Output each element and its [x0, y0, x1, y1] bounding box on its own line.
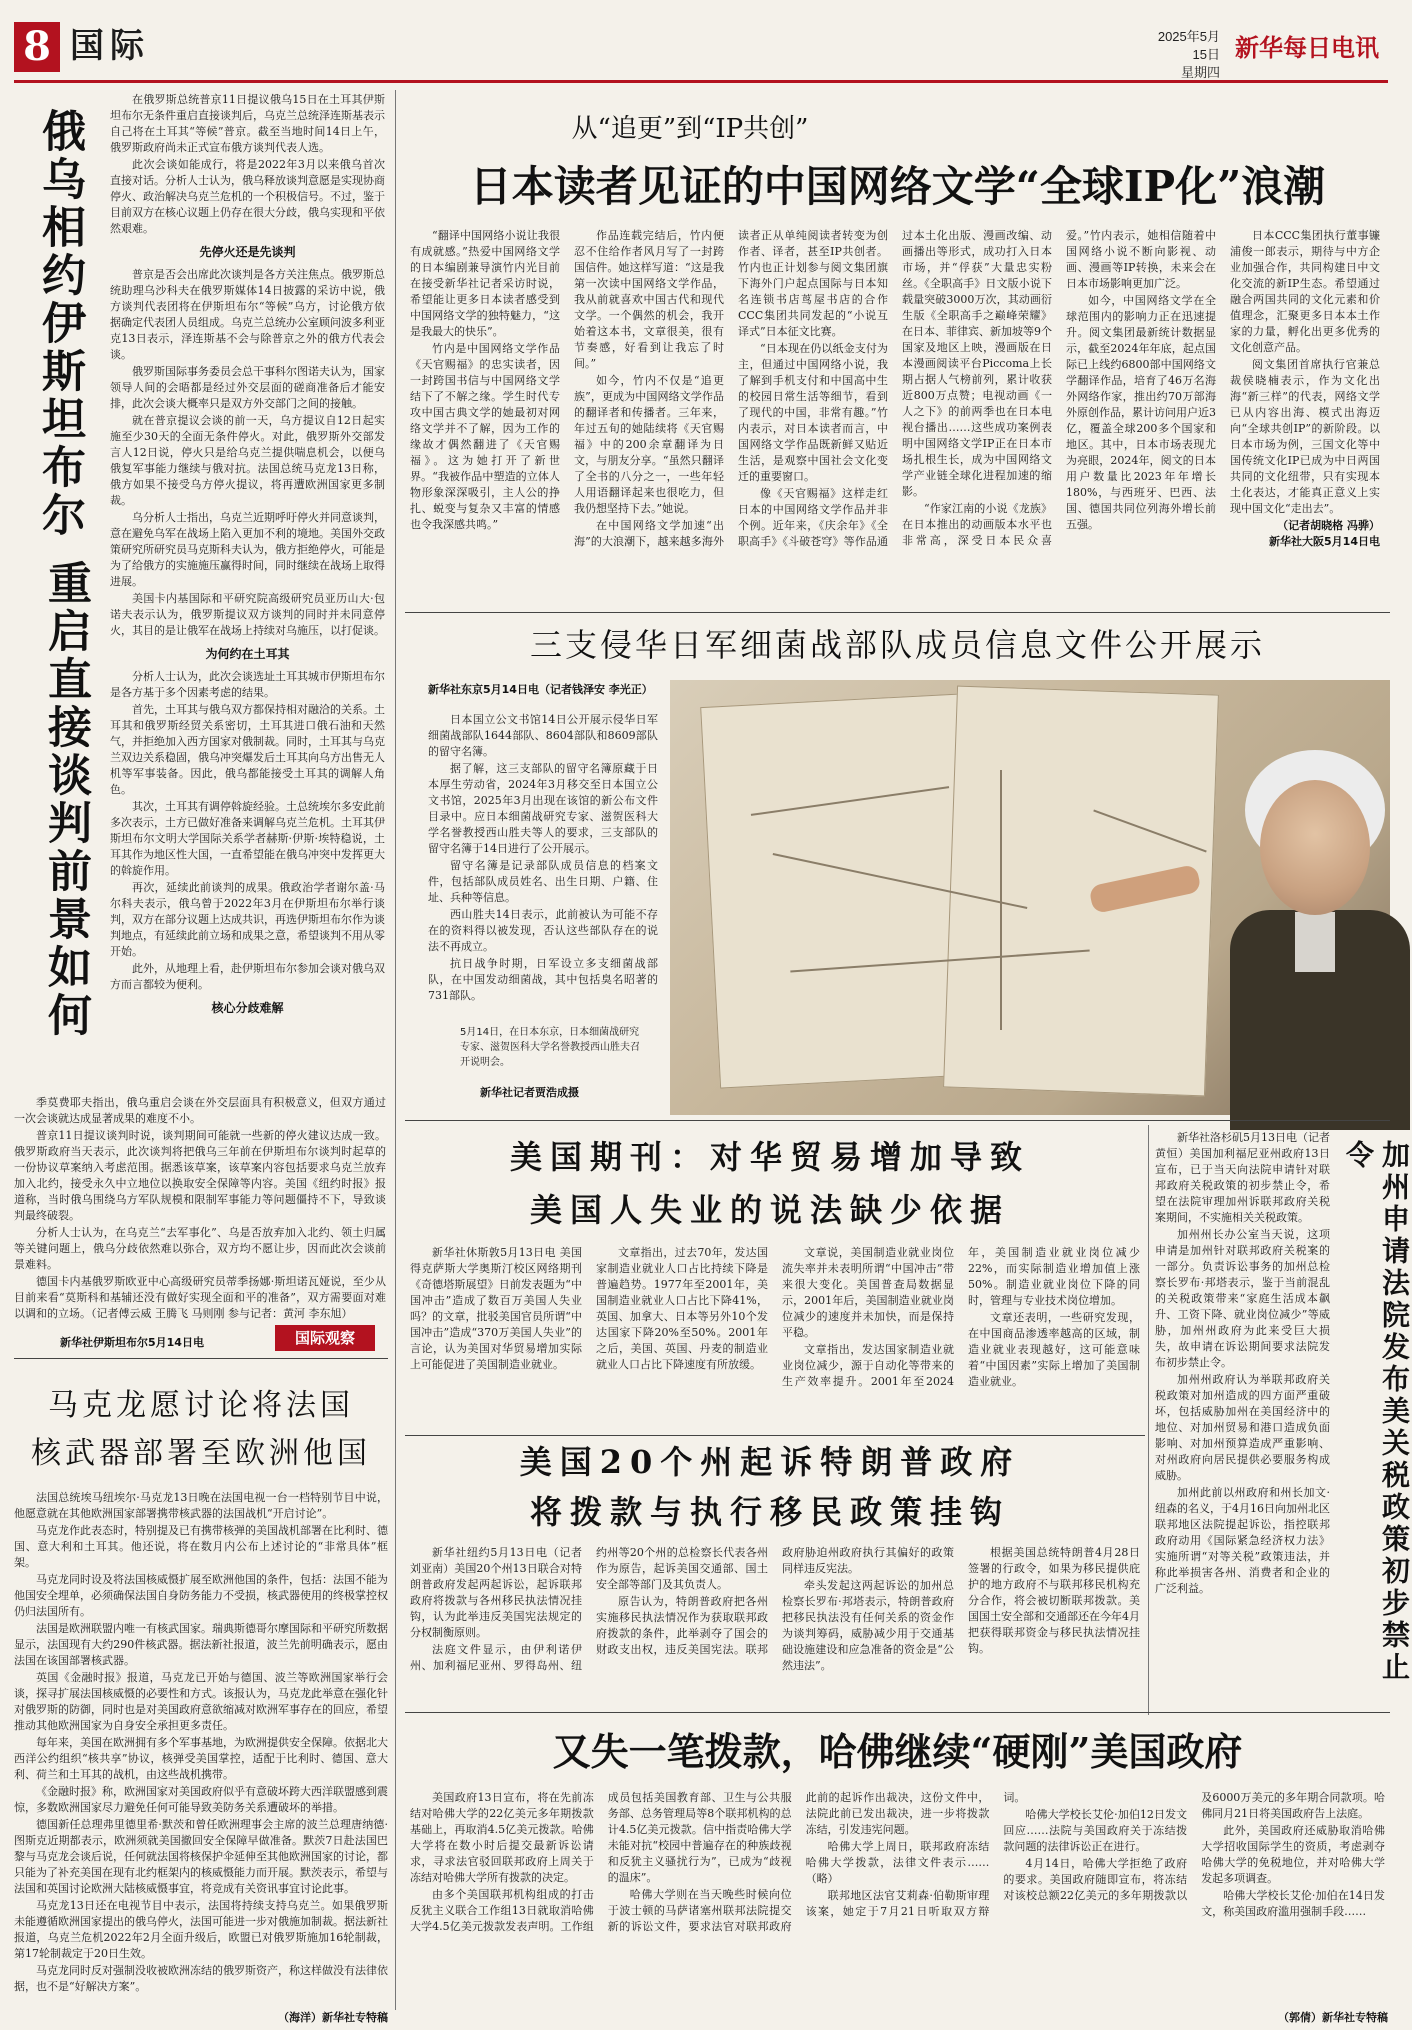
ip-credit: （记者胡晓格 冯骅）: [1277, 519, 1380, 532]
ukraine-para: 其次，土耳其有调停斡旋经验。土总统埃尔多安此前多次表示，土方已做好准备来调解乌克兰危机。土耳其伊斯坦布尔文明大学国际关系学者赫斯·伊斯·埃特稳说，土耳其作为地区性大国，一直希望能在俄乌冲突中发挥更大的斡旋作用。: [110, 800, 385, 877]
ukraine-para: 乌分析人士指出，乌克兰近期呼吁停火并同意谈判，意在避免乌军在战场上陷入更加不利的境地。美国外交政策研究所研究员马克斯科夫认为，俄方拒绝停火，可能是为了给俄方的实施施压赢得时间，同时继续在战场上取得进展。: [110, 511, 385, 588]
divider: [405, 1120, 1390, 1121]
column-badge: 国际观察: [275, 1325, 375, 1351]
ip-para: 作品连载完结后，竹内便忍不住给作者风月写了一封跨国信件。她这样写道：“这是我第一次读中国网络文学作品，我从前就喜欢中国古代和现代文学。一个偶然的机会，我开始着这本书，文章很美，很有节奏感，好看到让我忘了时间。”: [574, 229, 724, 370]
macron-headline-line1: 马克龙愿讨论将法国: [48, 1388, 354, 1423]
ip-para: 竹内是中国网络文学作品《天官赐福》的忠实读者，因一封跨国书信与中国网络文学结下了不解之缘。学生时代专攻中国古典文学的她最初对网络文学并不了解，因为工作的缘故才偶然翻进了《天官赐福》。这为她打开了新世界。“我被作品中塑造的立体人物形象深深吸引，主人公的挣扎、蜕变与复杂又丰富的情感也令我深感共鸣。”: [410, 342, 560, 531]
california-para: 加州州政府认为举联邦政府关税政策对加州造成的四方面严重破坏，包括威胁加州在美国经济中的地位、对加州贸易和港口造成负面影响、对加州预算造成严重影响、对州政府向居民提供必要服务构成威胁。: [1155, 1373, 1330, 1482]
states-para: 原告认为，特朗普政府把各州实施移民执法情况作为获取联邦政府拨款的条件，此举剥夺了国会的财政支出权，违反美国宪法。联邦政府胁迫州政府执行其偏好的政策同样违反宪法。: [596, 1546, 954, 1656]
macron-para: 每年来，美国在欧洲拥有多个军事基地，为欧洲提供安全保障。依据北大西洋公约组织“核共享”协议，核弹受美国掌控，适配于比利时、德国、意大利、荷兰和土耳其的战机，由这些战机携带。: [14, 1736, 388, 1781]
unit-para: 抗日战争时期，日军设立多支细菌战部队，在中国发动细菌战，其中包括臭名昭著的731部队。: [428, 957, 658, 1002]
ukraine-subhead-1: 先停火还是先谈判: [199, 245, 296, 259]
section-title: 国际: [70, 26, 150, 66]
ukraine-para: 普京是否会出席此次谈判是各方关注焦点。俄罗斯总统助理乌沙科夫在俄罗斯媒体14日披露的采访中说，俄方谈判代表团将在伊斯坦布尔“等候”乌方，讨论俄方依据确定代表团人员组成。乌克兰总统办公室顾问波多利亚克13日表示，泽连斯基不会与除普京之外的俄方代表会谈。: [110, 268, 385, 361]
ukraine-subhead-2: 为何约在土耳其: [205, 647, 290, 661]
macron-headline-line2: 核武器部署至欧洲他国: [31, 1436, 371, 1471]
states-headline-line1: 美国20个州起诉特朗普政府: [519, 1443, 1021, 1481]
document-sheet: [700, 693, 982, 1088]
divider: [405, 1435, 1145, 1436]
ukraine-para: 在俄罗斯总统普京11日提议俄乌15日在土耳其伊斯坦布尔无条件重启直接谈判后，乌克兰总统泽连斯基表示自己将在土耳其“等候”普京。截至当地时间14日上午，俄罗斯政府尚未正式宣布俄方谈判代表人选。: [110, 93, 385, 154]
macron-credit: （海洋）新华社专特稿: [278, 2011, 388, 2024]
macron-body: [14, 1490, 388, 2010]
ukraine-para: 再次，延续此前谈判的成果。俄政治学者谢尔盖·马尔科夫表示，俄乌曾于2022年3月在伊斯坦布尔举行谈判，双方在部分议题上达成共识，再选伊斯坦布尔作为谈判地点，有延续此前立场和成果之意，希望谈判不用从零开始。: [110, 881, 385, 958]
presenter-head: [1260, 780, 1370, 915]
macron-para: 法国是欧洲联盟内唯一有核武国家。瑞典斯德哥尔摩国际和平研究所数据显示，法国现有大约290件核武器。据法新社报道，波兰先前明确表示，愿由法国在该国部署核武器。: [14, 1622, 388, 1667]
ukraine-body-column: [110, 92, 385, 1092]
ukraine-para: 季莫费耶夫指出，俄乌重启会谈在外交层面具有积极意义，但双方通过一次会谈就达成显著成果的难度不小。: [14, 1096, 386, 1125]
column-divider: [395, 90, 396, 2010]
unit-para: 留守名簿是记录部队成员信息的档案文件，包括部队成员姓名、出生日期、户籍、住址、兵种等信息。: [428, 859, 658, 904]
unit-para: 据了解，这三支部队的留守名簿原藏于日本厚生劳动省，2024年3月移交至日本国立公文书馆，2025年3月出现在该馆的新公布文件目录中。应日本细菌战研究专家、滋贺医科大学名誉教授西山胜夫等人的要求，三支部队的留守名簿于14日进行了公开展示。: [428, 762, 658, 855]
ukraine-headline-line2: 重启直接谈判前景如何: [40, 560, 91, 1040]
california-headline: 加州申请法院发布美关税政策初步禁止令: [1342, 1140, 1411, 1684]
ip-para: 阅文集团首席执行官兼总裁侯晓楠表示，作为文化出海“新三样”的代表，网络文学已从内容出海、模式出海迈向“全球共创IP”的新阶段。以日本市场为例，三国文化等中国传统文化IP已成为中日两国共同的文化纽带，只有实现本土化表达，才能真正意义上实现中国文化“走出去”。: [1230, 358, 1380, 515]
ukraine-headline-line1: 俄乌相约伊斯坦布尔: [34, 108, 85, 540]
california-body: [1155, 1130, 1330, 1710]
macron-para: 《金融时报》称，欧洲国家对美国政府似乎有意破坏跨大西洋联盟感到震惊，多数欧洲国家尽力避免任何可能导致美防务关系遭破坏的举措。: [14, 1785, 388, 1814]
ukraine-para: 普京11日提议谈判时说，谈判期间可能就一些新的停火建议达成一致。俄罗斯政府当天表示，此次谈判将把俄乌三年前在伊斯坦布尔谈判时起草的一份协议草案纳入考虑范围。据悉该草案，该草案内容包括要求乌克兰放弃加入北约，接受永久中立地位以换取安全保障等内容。美国《纽约时报》报道称，当时俄乌围绕乌方军队规模和限制军事能力等问题僵持不下，导致谈判最终破裂。: [14, 1129, 386, 1222]
macron-para: 马克龙同时反对强制没收被欧洲冻结的俄罗斯资产，称这样做没有法律依据，也不是“好解决方案”。: [14, 1964, 388, 1993]
ip-kicker: 从“追更”到“IP共创”: [571, 114, 809, 144]
harvard-para: 由多个美国联邦机构组成的打击反犹主义联合工作组13日就取消哈佛大学4.5亿美元拨款发表声明。工作组成员包括美国教育部、卫生与公共服务部、总务管理局等8个联邦机构的总计4.5亿美元拨款。信中指责哈佛大学未能对抗“校园中普遍存在的种族歧视和反犹主义骚扰行为”，已成为“歧视的温床”。: [410, 1791, 792, 1933]
ip-para: 在中国网络文学加速“出海”的大浪潮下，越来越多海外读者正从单纯阅读者转变为创作者、译者，甚至IP共创者。竹内也正计划参与阅文集团旗下海外门户起点国际与日本知名连锁书店茑屋书店的合作CCC集团共同发起的“小说互译式”日本征文比赛。: [574, 229, 888, 548]
presenter-collar: [1295, 912, 1335, 972]
ip-para: 如今，竹内不仅是“追更族”，更成为中国网络文学作品的翻译者和传播者。三年来，年过五旬的她陆续将《天官赐福》中的200余章翻译为日文，与朋友分享。“虽然只翻译了全书的八分之一，一些年轻人用语翻译起来也很吃力，但我仍想坚持下去。”她说。: [574, 374, 724, 515]
ip-para: 像《天官赐福》这样走红日本的中国网络文学作品并非个例。近年来，《庆余年》《全职高手》《斗破苍穹》等作品通过本土化出版、漫画改编、动画播出等形式，成功打入日本市场，并“俘获”大量忠实粉丝。《全职高手》日文版小说下载量突破3000万次，其动画衍生版《全职高手之巅峰荣耀》在日本、菲律宾、新加坡等9个国家及地区上映，漫画版在日本漫画阅读平台Piccoma上长期占据人气榜前列，累计收获近800万点赞；电视动画《一人之下》的前两季也在日本电视台播出……这些成功案例表明中国网络文学IP正在日本市场扎根生长，成为中国网络文学产业链全球化进程加速的缩影。: [738, 229, 1052, 548]
ukraine-para: 分析人士认为，此次会谈选址土耳其城市伊斯坦布尔是各方基于多个因素考虑的结果。: [110, 670, 385, 699]
ip-para: 如今，中国网络文学在全球范围内的影响力正在迅速提升。阅文集团最新统计数据显示，截至2024年年底，起点国际已上线约6800部中国网络文学翻译作品，培育了46万名海外网络作家，推出约70万部海外原创作品，累计访问用户近3亿，覆盖全球200多个国家和地区。其中，日本市场表现尤为亮眼，2024年，阅文的日本用户数量比2023年年增长180%，与西班牙、巴西、法国、德国共同位列海外增长前五强。: [1066, 294, 1216, 531]
macron-para: 马克龙13日还在电视节目中表示，法国将持续支持乌克兰。如果俄罗斯未能遵循欧洲国家提出的俄乌停火，法国可能进一步对俄施加制裁。据法新社报道，乌克兰危机2022年2月全面升级后，欧盟已对俄罗斯施加16轮制裁，第17轮制裁定于20日生效。: [14, 1899, 388, 1960]
unit-byline: 新华社东京5月14日电（记者钱泽安 李光正）: [428, 683, 653, 696]
page-number: 8: [14, 22, 60, 72]
divider: [405, 1712, 1390, 1713]
issue-date: [1150, 28, 1220, 82]
unit-headline: 三支侵华日军细菌战部队成员信息文件公开展示: [529, 626, 1265, 664]
trade-para: 文章说，美国制造业就业岗位流失率并未表明所谓“中国冲击”带来很大变化。美国普查局数据显示，2001年后，美国制造业就业岗位减少的速度并未加快，而是保持平稳。: [782, 1246, 954, 1339]
harvard-para: 联邦地区法官艾莉森·伯勒斯审理该案，她定于7月21日听取双方辩词。: [805, 1791, 1026, 1918]
ukraine-para: 就在普京提议会谈的前一天，乌方提议自12日起实施至少30天的全面无条件停火。对此，俄罗斯外交部发言人12日说，停火只是给乌克兰提供喘息机会，以便乌俄复军事能力继续与俄对抗。法国总统马克龙13日称，俄方如果不接受乌方停火提议，将再遭欧洲国家更多制裁。: [110, 414, 385, 507]
news-photo: [670, 680, 1390, 1115]
ukraine-para: 分析人士认为，在乌克兰“去军事化”、乌是否放弃加入北约、领土归属等关键问题上，俄乌分歧依然难以弥合，双方均不愿让步，因而此次会谈前景难料。: [14, 1226, 386, 1271]
ukraine-para: 此次会谈如能成行，将是2022年3月以来俄乌首次直接对话。分析人士认为，俄乌释放谈判意愿是实现协商停火、政治解决乌克兰危机的一个积极信号。不过，鉴于目前双方在核心议题上仍存在很大分歧，俄乌实现和平依然艰难。: [110, 158, 385, 235]
date-text: 2025年5月15日: [1157, 29, 1220, 62]
ip-para: “作家江南的小说《龙族》在日本推出的动画版本水平也非常高，深受日本民众喜爱。”竹内表示，她相信随着中国网络小说不断向影视、动画、漫画等IP转换，未来会在日本市场影响更加广泛。: [902, 229, 1216, 547]
macron-para: 法国总统埃马纽埃尔·马克龙13日晚在法国电视一台一档特别节目中说，他愿意就在其他欧洲国家部署携带核武器的法国战机“开启讨论”。: [14, 1491, 388, 1520]
states-para: 根据美国总统特朗普4月28日签署的行政令，如果为移民提供庇护的地方政府不与联邦移民机构充分合作，将会被切断联邦拨款。美国国土安全部和交通部还在今年4月把获得联邦资金与移民执法情况挂钩。: [968, 1546, 1140, 1655]
ukraine-subhead-3: 核心分歧难解: [211, 1001, 284, 1015]
trade-para: 文章指出，发达国家制造业就业岗位减少，源于自动化等带来的生产效率提升。2001年至2024年，美国制造业就业岗位减少22%，而实际制造业增加值上涨50%。制造业就业岗位下降的同时，管理与专业技术岗位增加。: [782, 1246, 1140, 1388]
map-line: [1000, 770, 1002, 1030]
states-para: 新华社纽约5月13日电（记者刘亚南）美国20个州13日联合对特朗普政府发起两起诉讼，起诉联邦政府将拨款与各州移民执法情况挂钩，认为此举违反美国宪法规定的分权制衡原则。: [410, 1546, 582, 1639]
ip-para: “日本现在仍以纸金支付为主，但通过中国网络小说，我了解到手机支付和中国高中生的校园日常生活等细节，看到了现代的中国，非常有趣。”竹内表示，对日本读者而言，中国网络文学作品既新鲜又贴近生活，是观察中国社会文化变迁的重要窗口。: [738, 342, 888, 483]
ukraine-para: 德国卡内基俄罗斯欧亚中心高级研究员蒂季扬娜·斯坦诺瓦娅说，至少从目前来看“莫斯科和基辅还没有做好实现全面和平的准备”，双方需要面对难以调和的立场。（记者傅云威 王腾飞 马则刚 参与记者：黄河 李东旭）: [14, 1275, 386, 1320]
unit-para: 日本国立公文书馆14日公开展示侵华日军细菌战部队1644部队、8604部队和8609部队的留守名簿。: [428, 713, 658, 758]
ukraine-para: 首先，土耳其与俄乌双方都保持相对融洽的关系。土耳其和俄罗斯经贸关系密切，土耳其进口俄石油和天然气，并拒绝加入西方国家对俄制裁。同时，土耳其与乌克兰双边关系稳固，俄乌冲突爆发后土耳其向乌方出售无人机等军事装备。因此，俄乌都能接受土耳其的调解人角色。: [110, 703, 385, 796]
harvard-para: 此外，美国政府还威胁取消哈佛大学招收国际学生的资质，考虑剥夺哈佛大学的免税地位，并对哈佛大学发起多项调查。: [1201, 1824, 1385, 1885]
harvard-para: 美国政府13日宣布，将在先前冻结对哈佛大学的22亿美元多年期拨款基础上，再取消4.5亿美元拨款。哈佛大学将在数小时后提交最新诉讼请求，寻求法官驳回联邦政府上周关于冻结对哈佛大学所有拨款的决定。: [410, 1791, 594, 1884]
ukraine-para: 俄罗斯国际事务委员会总干事科尔图诺夫认为，国家领导人间的会晤都是经过外交层面的磋商准备后才能安排，此次会谈大概率只是双方外交部门之间的接触。: [110, 365, 385, 410]
ukraine-body-bottom: [14, 1095, 386, 1335]
california-para: 加州此前以州政府和州长加文·纽森的名义，于4月16日向加州北区联邦地区法院提起诉讼，指控联邦政府动用《国际紧急经济权力法》实施所谓“对等关税”政策违法，并称此举损害各州、消费者和企业的广泛利益。: [1155, 1486, 1330, 1595]
photo-credit: 新华社记者贾浩成摄: [480, 1086, 579, 1099]
trade-headline-line1: 美国期刊：对华贸易增加导致: [509, 1138, 1030, 1176]
brand-logo: 新华每日电讯: [1235, 33, 1379, 62]
unit-para: 西山胜夫14日表示，此前被认为可能不存在的资料得以被发现，否认这些部队存在的说法不再成立。: [428, 908, 658, 953]
masthead-rule: [14, 80, 1388, 83]
california-para: 加州州长办公室当天说，这项申请是加州针对联邦政府关税案的一部分。负责诉讼事务的加州总检察长罗布·邦塔表示，鉴于当前混乱的关税政策带来“家庭生活成本飙升、工资下降、就业岗位减少”等威胁，加州州政府为此来受巨大损失，故申请在诉讼期间要求法院发布初步禁止令。: [1155, 1228, 1330, 1369]
california-para: 新华社洛杉矶5月13日电（记者黄恒）美国加利福尼亚州政府13日宣布，已于当天向法院申请针对联邦政府关税政策的初步禁止令，希望在法院审理加州诉联邦政府关税案期间，不实施相关关税政策。: [1155, 1131, 1330, 1224]
states-headline-line2: 将拨款与执行移民政策挂钩: [529, 1493, 1010, 1531]
states-body: [410, 1545, 1140, 1705]
harvard-para: 哈佛大学校长艾伦·加伯12日发文回应……法院与美国政府关于冻结拨款问题的法律诉讼正在进行。: [1003, 1808, 1188, 1853]
ukraine-dateline: 新华社伊斯坦布尔5月14日电: [60, 1336, 204, 1349]
harvard-para: 哈佛大学上周日，联邦政府冻结哈佛大学拨款，法律文件表示……（略）: [805, 1840, 990, 1885]
divider: [405, 612, 1390, 613]
unit-body: [428, 712, 658, 1032]
harvard-para: 哈佛大学校长艾伦·加伯在14日发文，称美国政府滥用强制手段……: [1201, 1889, 1385, 1918]
ip-para: “翻译中国网络小说让我很有成就感。”热爱中国网络文学的日本编剧兼导演竹内光目前在接受新华社记者采访时说，希望能让更多日本读者感受到中国网络文学的独特魅力，“这是我最大的快乐”。: [410, 229, 560, 338]
macron-para: 英国《金融时报》报道，马克龙已开始与德国、波兰等欧洲国家举行会谈，探寻扩展法国核威慑的必要性和方式。该报认为，马克龙此举意在强化针对俄罗斯的防御，同时也是对美国政府意欲缩减对欧洲军事存在的回应，希望推动其他欧洲国家为自身安全承担更多责任。: [14, 1671, 388, 1732]
trade-para: 文章还表明，一些研究发现，在中国商品渗透率越高的区域，制造业就业表现越好，这可能意味着“中国因素”实际上增加了美国制造业就业。: [968, 1311, 1140, 1388]
column-divider: [1148, 1125, 1149, 1715]
macron-para: 马克龙作此表态时，特别提及已有携带核弹的美国战机部署在比利时、德国、意大利和土耳其。他还说，将在数月内公布上述讨论的“非常具体”框架。: [14, 1524, 388, 1569]
harvard-credit: （郭倩）新华社专特稿: [1278, 2011, 1388, 2024]
ip-body: [410, 228, 1380, 608]
harvard-para: 哈佛大学则在当天晚些时候向位于波士顿的马萨诸塞州联邦法院提交新的诉讼文件，要求法官对联邦政府此前的起诉作出裁决，这份文件中，法院此前已发出裁决，进一步将拨款冻结，引发违宪问题。: [607, 1791, 990, 1933]
harvard-para: 4月14日，哈佛大学拒绝了政府的要求。美国政府随即宣布，将冻结对该校总额22亿美元的多年期拨款以及6000万美元的多年期合同款项。哈佛同月21日将美国政府告上法庭。: [1003, 1791, 1385, 1902]
harvard-headline: 又失一笔拨款，哈佛继续“硬刚”美国政府: [552, 1729, 1243, 1774]
photo-caption: 5月14日，在日本东京，日本细菌战研究专家、滋贺医科大学名誉教授西山胜夫召开说明会。: [460, 1027, 640, 1068]
ukraine-para: 此外，从地理上看，赴伊斯坦布尔参加会谈对俄乌双方而言都较为便利。: [110, 962, 385, 991]
macron-para: 马克龙同时设及将法国核威慑扩展至欧洲他国的条件，包括：法国不能为他国安全埋单，必须确保法国自身防务能力不受损，核武器使用的终极掌控权仍归法国所有。: [14, 1573, 388, 1618]
harvard-body: [410, 1790, 1385, 2008]
trade-body: [410, 1245, 1140, 1430]
weekday-text: 星期四: [1180, 65, 1220, 80]
divider: [14, 1358, 388, 1359]
trade-para: 文章指出，过去70年，发达国家制造业就业人口占比持续下降是普遍趋势。1977年至2001年，美国制造业就业人口占比下降41%，英国、加拿大、日本等另外10个发达国家下降20%至50%。2001年之后，美国、英国、丹麦的制造业就业人口占比下降速度有所放缓。: [596, 1246, 768, 1371]
trade-para: 新华社休斯敦5月13日电 美国得克萨斯大学奥斯汀校区网络期刊《奇德塔斯展望》日前发表题为“中国冲击”造成了数百万美国人失业吗？的文章，批驳美国官员所谓“中国冲击”造成“370万美国人失业”的言论，认为美国对华贸易增加实际上可能促进了美国制造业就业。: [410, 1246, 582, 1371]
ip-headline: 日本读者见证的中国网络文学“全球IP化”浪潮: [469, 162, 1326, 211]
ip-dateline: 新华社大阪5月14日电: [1269, 535, 1380, 548]
ip-para: 日本CCC集团执行董事镰浦俊一郎表示，期待与中方企业加强合作，共同构建日中文化交流的新IP生态。希望通过融合两国共同的文化元素和价值理念，汇聚更多日本本土作家的力量，孵化出更多优秀的文化创意产品。: [1230, 229, 1380, 354]
macron-para: 德国新任总理弗里德里希·默茨和曾任欧洲理事会主席的波兰总理唐纳德·图斯克近期都表示，欧洲须就美国撤回安全保障早做准备。默茨7日赴法国巴黎与马克龙会谈后说，任何就法国将核保护伞延伸至其他欧洲国家的讨论，都只能为了补充美国在现有北约框架内的核威慑能力而开展。默茨表示，希望与法国和英国讨论欧洲大陆核威慑事宜，将竞成有关资讯事宜讨论此事。: [14, 1818, 388, 1895]
states-para: 牵头发起这两起诉讼的加州总检察长罗布·邦塔表示，特朗普政府把移民执法没有任何关系的资金作为谈判筹码，威胁减少用于交通基础设施建设和应急准备的资金是“公然违法”。: [782, 1579, 954, 1672]
ukraine-para: 美国卡内基国际和平研究院高级研究员亚历山大·包诺夫表示认为，俄罗斯提议双方谈判的同时并未同意停火，其目的是让俄军在战场上持续对乌施压，以打促谈。: [110, 592, 385, 637]
states-para: 法庭文件显示，由伊利诺伊州、加利福尼亚州、罗得岛州、纽约州等20个州的总检察长代表各州作为原告，起诉美国交通部、国土安全部等部门及其负责人。: [410, 1546, 768, 1672]
trade-headline-line2: 美国人失业的说法缺少依据: [529, 1191, 1010, 1229]
